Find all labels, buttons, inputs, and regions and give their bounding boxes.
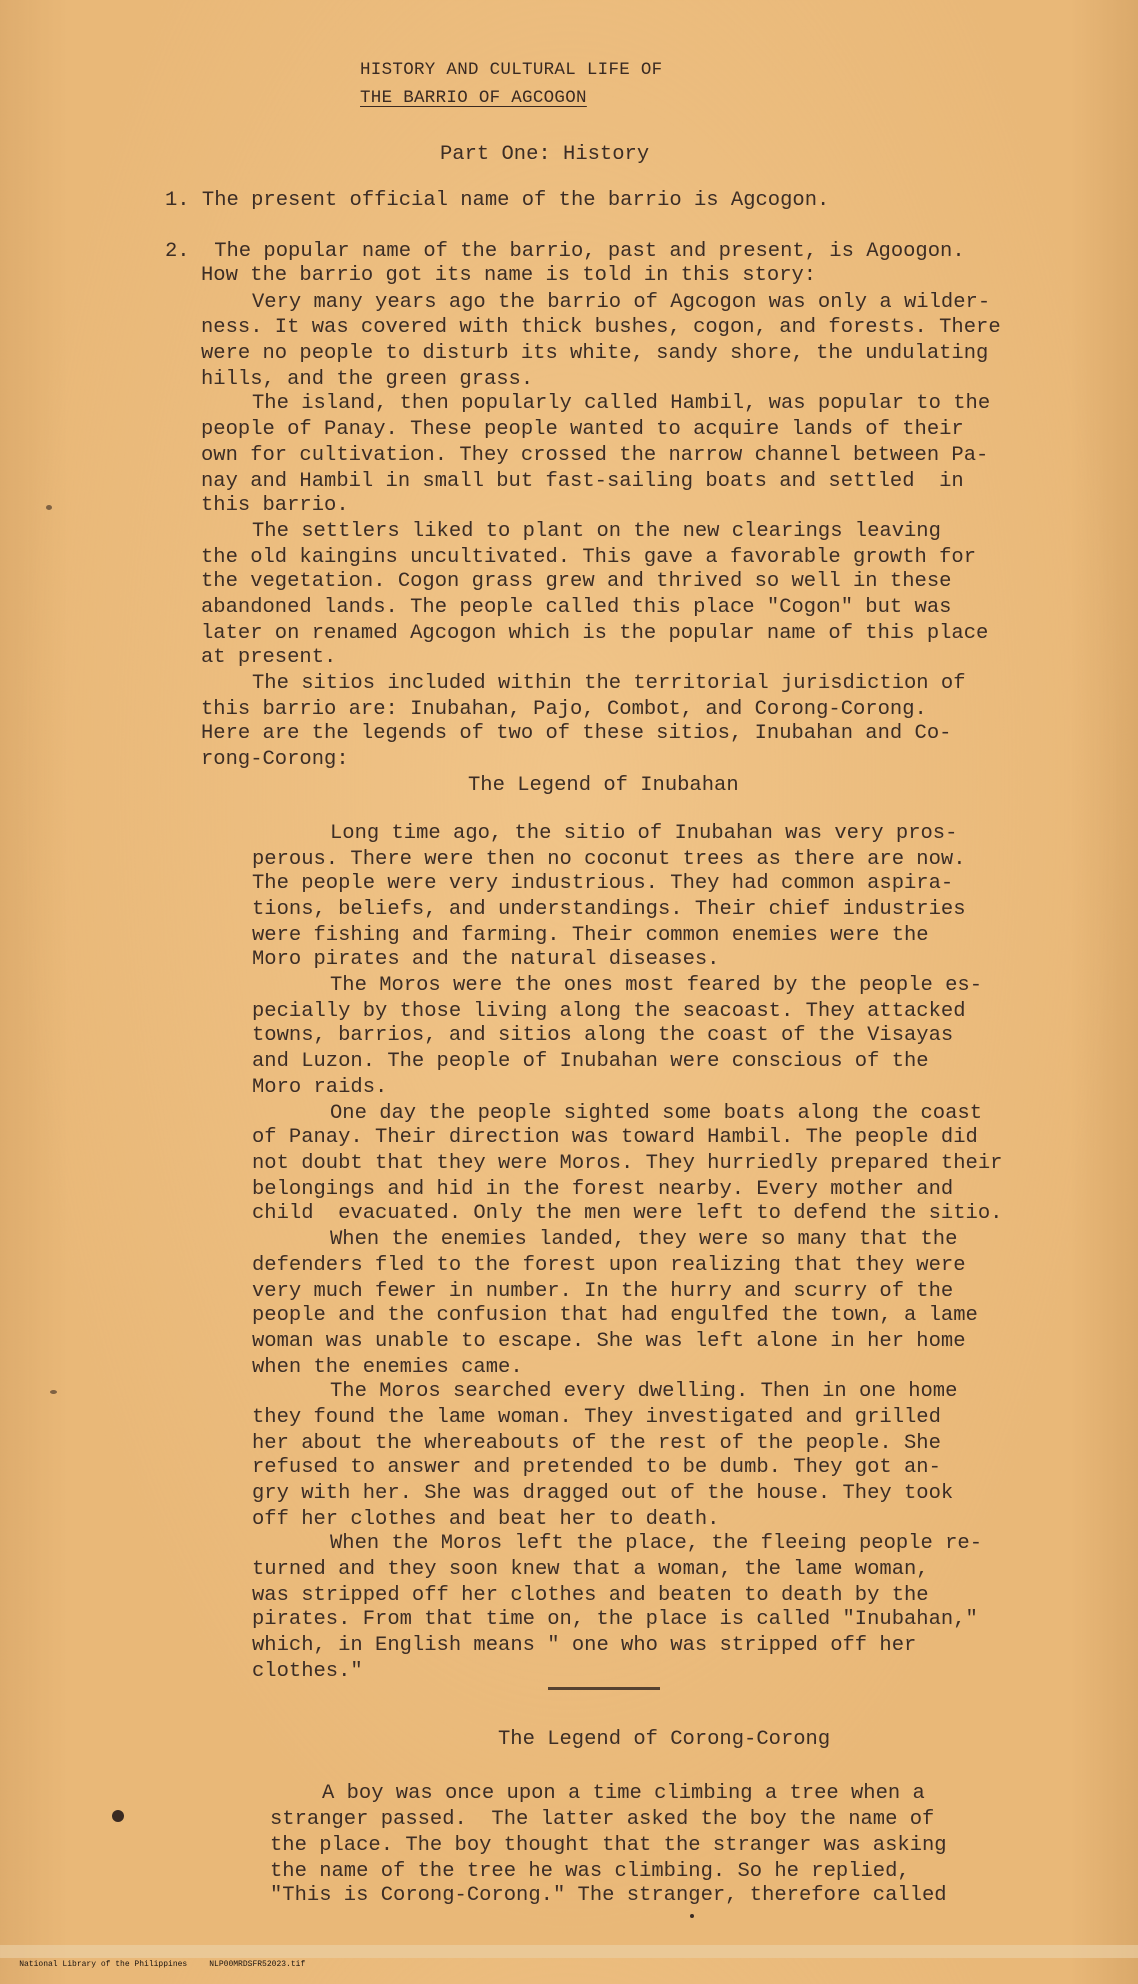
legend1-line: were fishing and farming. Their common enemies were the bbox=[252, 924, 929, 947]
item2-line: 2. The popular name of the barrio, past and present, is Agoogon. bbox=[165, 240, 965, 263]
legend-corong-title: The Legend of Corong-Corong bbox=[498, 1728, 831, 1751]
scan-speck bbox=[690, 1914, 694, 1918]
legend1-line: they found the lame woman. They investigated and grilled bbox=[252, 1406, 941, 1429]
legend1-line: The Moros searched every dwelling. Then in one home bbox=[330, 1380, 958, 1403]
legend1-line: and Luzon. The people of Inubahan were conscious of the bbox=[252, 1050, 929, 1073]
legend1-line: The Moros were the ones most feared by the people es- bbox=[330, 974, 983, 997]
item2-line: later on renamed Agcogon which is the popular name of this place bbox=[201, 622, 989, 645]
legend1-line: people and the confusion that had engulfed the town, a lame bbox=[252, 1304, 978, 1327]
legend1-line: off her clothes and beat her to death. bbox=[252, 1508, 720, 1531]
legend1-line: which, in English means " one who was stripped off her bbox=[252, 1634, 917, 1657]
item2-line: were no people to disturb its white, sandy shore, the undulating bbox=[201, 342, 989, 365]
legend1-line: Moro raids. bbox=[252, 1076, 388, 1099]
item2-line: people of Panay. These people wanted to acquire lands of their bbox=[201, 418, 964, 441]
legend1-line: Long time ago, the sitio of Inubahan was very pros- bbox=[330, 822, 958, 845]
footer-library: National Library of the Philippines bbox=[19, 1960, 188, 1969]
legend1-line: pirates. From that time on, the place is called "Inubahan," bbox=[252, 1608, 978, 1631]
legend1-line: her about the whereabouts of the rest of the people. She bbox=[252, 1432, 941, 1455]
item2-line: The sitios included within the territorial jurisdiction of bbox=[252, 672, 966, 695]
part-heading: Part One: History bbox=[440, 143, 650, 166]
item2-line: Very many years ago the barrio of Agcogon was only a wilder- bbox=[252, 291, 991, 314]
legend-inubahan-title: The Legend of Inubahan bbox=[468, 774, 739, 797]
item2-line: nay and Hambil in small but fast-sailing boats and settled in bbox=[201, 470, 964, 493]
legend1-line: towns, barrios, and sitios along the coast of the Visayas bbox=[252, 1024, 954, 1047]
legend1-line: When the Moros left the place, the fleeing people re- bbox=[330, 1532, 983, 1555]
legend2-line: stranger passed. The latter asked the boy the name of bbox=[270, 1808, 935, 1831]
legend2-line: A boy was once upon a time climbing a tree when a bbox=[322, 1782, 925, 1805]
legend1-line: The people were very industrious. They had common aspira- bbox=[252, 872, 954, 895]
scan-footer bbox=[0, 1945, 1138, 1969]
item2-line: this barrio. bbox=[201, 494, 349, 517]
legend1-line: refused to answer and pretended to be dumb. They got an- bbox=[252, 1456, 941, 1479]
legend1-line: One day the people sighted some boats along the coast bbox=[330, 1102, 983, 1125]
legend1-line: perous. There were then no coconut trees as there are now. bbox=[252, 848, 966, 871]
legend2-line: the name of the tree he was climbing. So he replied, bbox=[270, 1860, 910, 1883]
item2-line: at present. bbox=[201, 646, 337, 669]
item2-line: rong-Corong: bbox=[201, 748, 349, 771]
scan-speck bbox=[112, 1810, 124, 1822]
legend1-line: tions, beliefs, and understandings. Their chief industries bbox=[252, 898, 966, 921]
legend1-line: when the enemies came. bbox=[252, 1356, 523, 1379]
legend1-line: of Panay. Their direction was toward Hambil. The people did bbox=[252, 1126, 978, 1149]
scan-speck bbox=[50, 1390, 57, 1394]
item2-line: this barrio are: Inubahan, Pajo, Combot, and Corong-Corong. bbox=[201, 698, 927, 721]
item2-line: abandoned lands. The people called this place "Cogon" but was bbox=[201, 596, 952, 619]
legend1-line: child evacuated. Only the men were left to defend the sitio. bbox=[252, 1202, 1003, 1225]
item2-line: own for cultivation. They crossed the narrow channel between Pa- bbox=[201, 444, 989, 467]
legend1-line: gry with her. She was dragged out of the house. They took bbox=[252, 1482, 954, 1505]
scan-speck bbox=[46, 505, 52, 510]
document-title-line-1: HISTORY AND CULTURAL LIFE OF bbox=[360, 60, 663, 80]
legend1-line: When the enemies landed, they were so many that the bbox=[330, 1228, 958, 1251]
legend1-line: belongings and hid in the forest nearby. Every mother and bbox=[252, 1178, 954, 1201]
item2-line: the old kaingins uncultivated. This gave a favorable growth for bbox=[201, 546, 977, 569]
item2-line: the vegetation. Cogon grass grew and thrived so well in these bbox=[201, 570, 952, 593]
item2-line: hills, and the green grass. bbox=[201, 368, 534, 391]
legend1-line: woman was unable to escape. She was left alone in her home bbox=[252, 1330, 966, 1353]
document-title-line-2: THE BARRIO OF AGCOGON bbox=[360, 88, 587, 108]
item2-line: The settlers liked to plant on the new clearings leaving bbox=[252, 520, 941, 543]
item2-line: Here are the legends of two of these sitios, Inubahan and Co- bbox=[201, 722, 952, 745]
legend1-line: not doubt that they were Moros. They hurriedly prepared their bbox=[252, 1152, 1003, 1175]
item-1: 1. The present official name of the barrio is Agcogon. bbox=[165, 189, 830, 212]
footer-file: NLP00MRDSFR52023.tif bbox=[209, 1960, 306, 1969]
legend2-line: "This is Corong-Corong." The stranger, therefore called bbox=[270, 1884, 947, 1907]
legend2-line: the place. The boy thought that the stranger was asking bbox=[270, 1834, 947, 1857]
legend1-line: was stripped off her clothes and beaten to death by the bbox=[252, 1584, 929, 1607]
legend1-line: defenders fled to the forest upon realizing that they were bbox=[252, 1254, 966, 1277]
legend1-line: clothes." bbox=[252, 1660, 363, 1683]
legend1-line: turned and they soon knew that a woman, the lame woman, bbox=[252, 1558, 929, 1581]
legend1-line: Moro pirates and the natural diseases. bbox=[252, 948, 720, 971]
item2-line: The island, then popularly called Hambil, was popular to the bbox=[252, 392, 991, 415]
section-divider bbox=[548, 1687, 660, 1690]
item2-line: How the barrio got its name is told in this story: bbox=[201, 264, 817, 287]
item2-line: ness. It was covered with thick bushes, cogon, and forests. There bbox=[201, 316, 1001, 339]
legend1-line: very much fewer in number. In the hurry and scurry of the bbox=[252, 1280, 954, 1303]
legend1-line: pecially by those living along the seacoast. They attacked bbox=[252, 1000, 966, 1023]
